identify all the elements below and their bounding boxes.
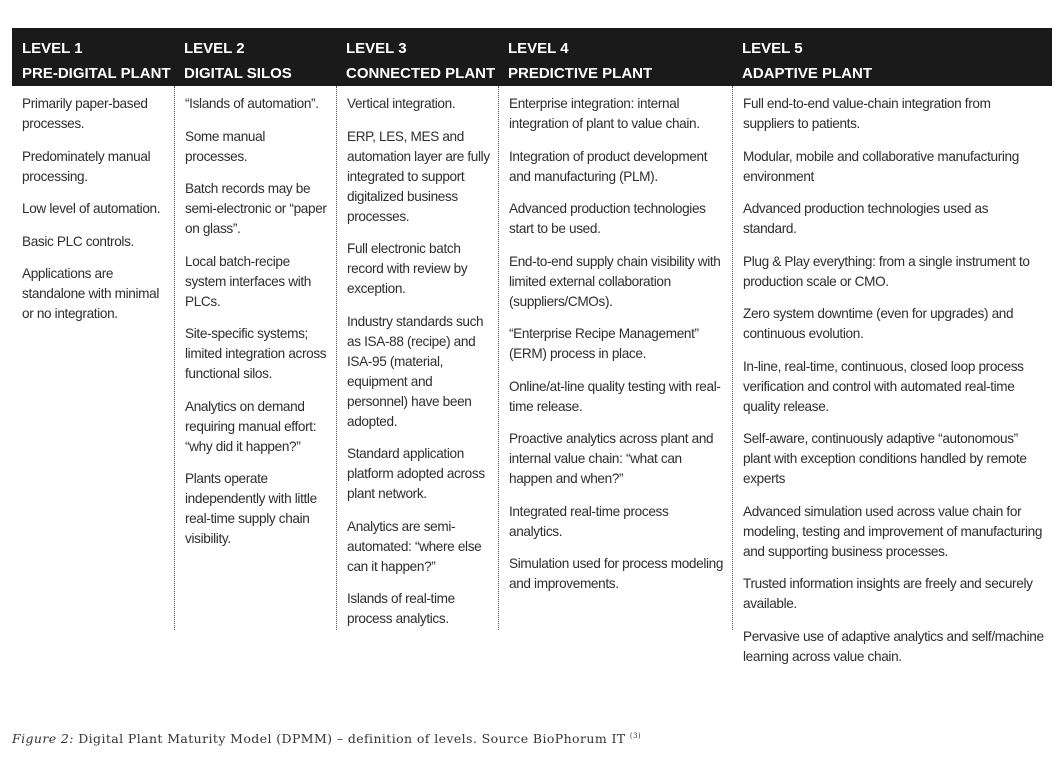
- level-name: PREDICTIVE PLANT: [508, 65, 653, 82]
- column-level-4: [498, 86, 732, 630]
- list-item: Full end-to-end value-chain integration from suppliers to patients.: [743, 96, 991, 131]
- list-item: Self-aware, continuously adaptive “autonomous” plant with exception conditions handled by remote experts: [743, 431, 1027, 486]
- table-header-row: [12, 28, 1052, 86]
- list-item: End-to-end supply chain visibility with limited external collaboration (suppliers/CMOs).: [509, 253, 721, 309]
- list-item: Batch records may be semi-electronic or “paper on glass”.: [185, 181, 327, 236]
- list-item: Advanced production technologies used as standard.: [743, 201, 989, 236]
- header-level-1: [12, 28, 174, 86]
- level-number: LEVEL 5: [742, 40, 803, 57]
- column-level-1: [12, 86, 174, 630]
- list-item: Integrated real-time process analytics.: [509, 503, 669, 539]
- list-item: Advanced simulation used across value chain for modeling, testing and improvement of manufacturing and supporting business processes.: [743, 503, 1043, 559]
- list-item: In-line, real-time, continuous, closed loop process verification and control with automated real-time quality release.: [743, 358, 1024, 414]
- list-item: Industry standards such as ISA-88 (recipe) and ISA-95 (material, equipment and personnel) have been adopted.: [347, 313, 484, 429]
- list-item: Site-specific systems; limited integration across functional silos.: [185, 326, 327, 381]
- list-item: Full electronic batch record with review by exception.: [347, 241, 468, 296]
- header-level-2: [174, 28, 336, 86]
- list-item: Basic PLC controls.: [22, 233, 134, 249]
- list-item: Low level of automation.: [22, 201, 161, 216]
- list-item: Simulation used for process modeling and improvements.: [509, 556, 724, 591]
- list-item: Pervasive use of adaptive analytics and self/machine learning across value chain.: [743, 628, 1044, 664]
- list-item: Plants operate independently with little real-time supply chain visibility.: [185, 471, 317, 546]
- maturity-table: [12, 28, 1052, 664]
- list-item: Plug & Play everything: from a single instrument to production scale or CMO.: [743, 253, 1030, 289]
- list-item: Online/at-line quality testing with real-time release.: [509, 378, 721, 414]
- column-level-2: [174, 86, 336, 630]
- level-number: LEVEL 4: [508, 40, 569, 57]
- level-name: ADAPTIVE PLANT: [742, 65, 873, 82]
- level-name: DIGITAL SILOS: [184, 65, 292, 82]
- figure-caption: [12, 731, 641, 746]
- column-level-3: [336, 86, 498, 630]
- level-number: LEVEL 2: [184, 40, 245, 57]
- list-item: ERP, LES, MES and automation layer are fully integrated to support digitalized business processes.: [347, 128, 490, 224]
- list-item: Proactive analytics across plant and internal value chain: “what can happen and when?”: [509, 431, 714, 486]
- header-level-4: [498, 28, 732, 86]
- level-number: LEVEL 1: [22, 40, 83, 57]
- table-body-row: [12, 86, 1052, 664]
- list-item: Applications are standalone with minimal or no integration.: [22, 266, 160, 321]
- list-item: Standard application platform adopted across plant network.: [347, 446, 485, 501]
- list-item: Analytics are semi-automated: “where else can it happen?”: [347, 518, 482, 574]
- header-level-5: [732, 28, 1052, 86]
- column-level-5: [732, 86, 1052, 664]
- list-item: Enterprise integration: internal integration of plant to value chain.: [509, 96, 700, 131]
- list-item: Integration of product development and manufacturing (PLM).: [509, 148, 708, 184]
- list-item: Predominately manual processing.: [22, 148, 151, 184]
- header-level-3: [336, 28, 498, 86]
- list-item: Advanced production technologies start to be used.: [509, 201, 706, 236]
- list-item: Local batch-recipe system interfaces with PLCs.: [185, 253, 312, 309]
- level-name: PRE-DIGITAL PLANT: [22, 65, 171, 82]
- list-item: Trusted information insights are freely and securely available.: [743, 576, 1033, 611]
- list-item: Some manual processes.: [185, 128, 266, 164]
- list-item: Primarily paper-based processes.: [22, 96, 148, 131]
- list-item: Zero system downtime (even for upgrades) and continuous evolution.: [743, 306, 1014, 341]
- caption-text: Digital Plant Maturity Model (DPMM) – definition of levels. Source BioPhorum IT: [73, 731, 630, 746]
- level-number: LEVEL 3: [346, 40, 407, 57]
- reference-marker: (3): [629, 732, 642, 740]
- list-item: “Enterprise Recipe Management” (ERM) process in place.: [509, 326, 699, 361]
- list-item: Modular, mobile and collaborative manufacturing environment: [743, 148, 1019, 184]
- figure-label: Figure 2:: [12, 731, 74, 746]
- list-item: Analytics on demand requiring manual effort: “why did it happen?”: [185, 398, 317, 454]
- list-item: Vertical integration.: [347, 96, 456, 111]
- list-item: Islands of real-time process analytics.: [347, 591, 455, 626]
- list-item: “Islands of automation”.: [185, 96, 319, 111]
- level-name: CONNECTED PLANT: [346, 65, 496, 82]
